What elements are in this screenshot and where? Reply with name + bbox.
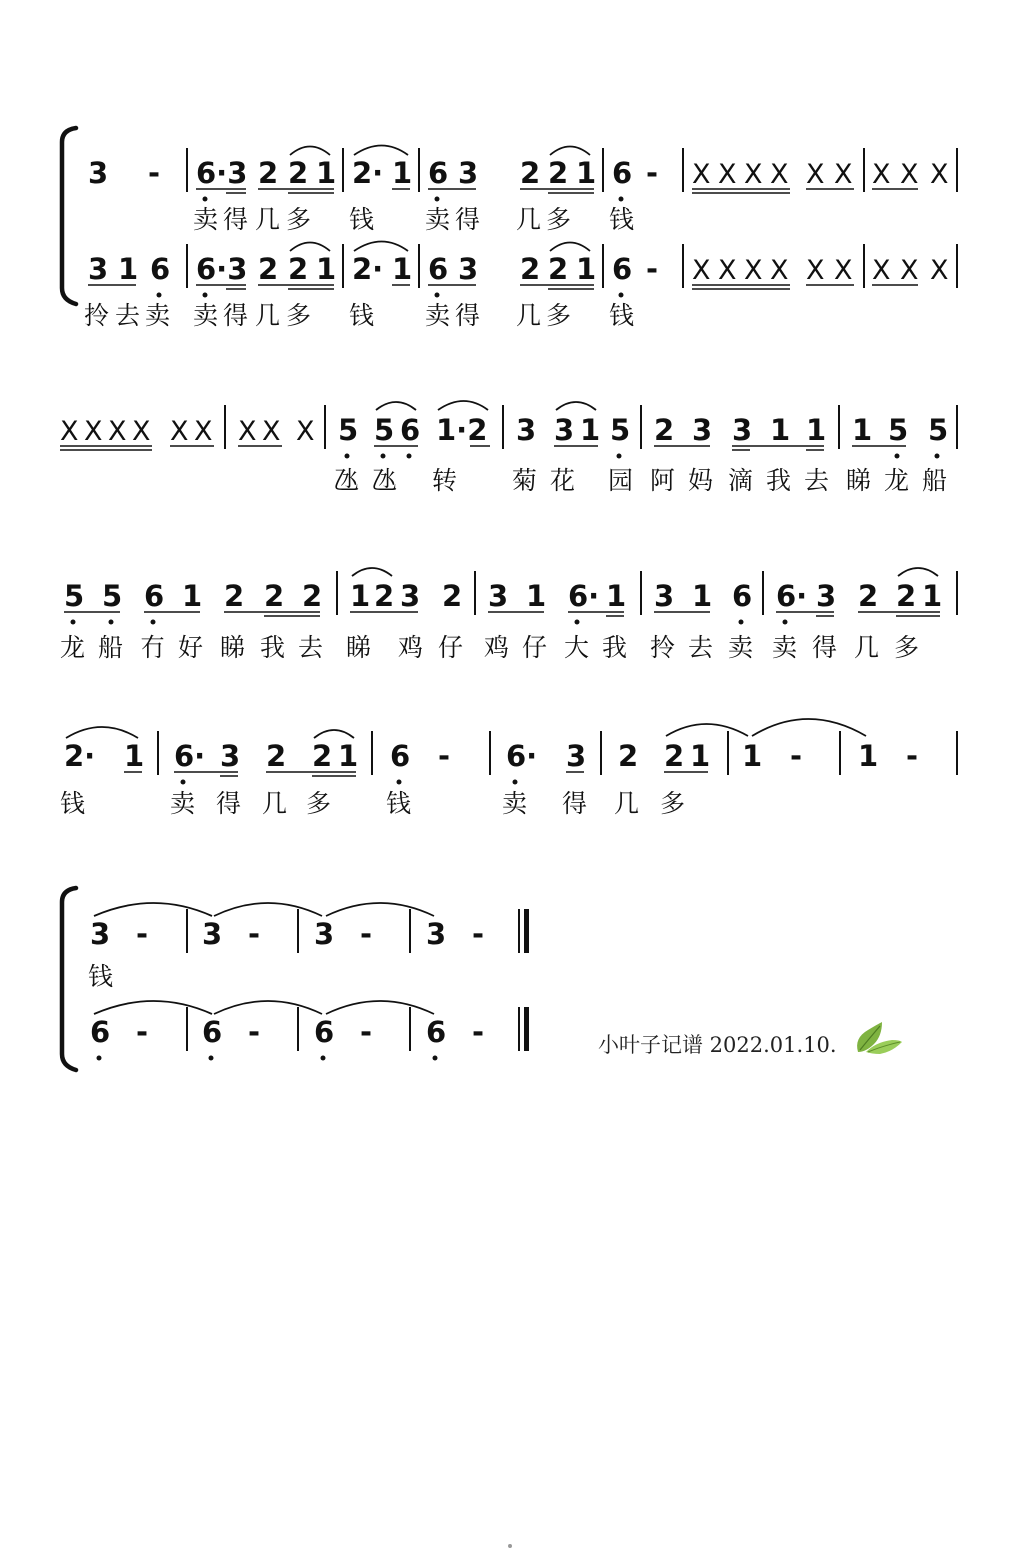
x-note: X (718, 159, 737, 190)
signature: 小叶子记谱 2022.01.10. (598, 1033, 837, 1057)
lyric: 几 (516, 205, 542, 234)
lyric: 钱 (386, 789, 412, 818)
dash: - (790, 739, 803, 773)
lyric: 船 (98, 633, 124, 662)
note: 2 (548, 252, 569, 286)
note: 6 (732, 579, 753, 613)
note: 1 (118, 252, 139, 286)
note: 3 (732, 413, 753, 447)
note: 3 (554, 413, 575, 447)
note: 6· (776, 579, 808, 613)
note: 3 (90, 917, 111, 951)
x-note: X (930, 255, 949, 286)
lyric: 睇 (346, 633, 372, 662)
x-note: X (834, 255, 853, 286)
lyric: 钱 (349, 301, 375, 330)
note: 3 (220, 739, 241, 773)
lyric: 睇 (220, 633, 246, 662)
lyric: 大 (564, 633, 590, 662)
x-note: X (770, 159, 789, 190)
note: 1 (692, 579, 713, 613)
lyric: 我 (602, 633, 628, 662)
lyric: 多 (546, 205, 572, 234)
dash: - (248, 917, 261, 951)
lyric: 卖 (502, 789, 528, 818)
lyric: 多 (546, 301, 572, 330)
x-note: X (770, 255, 789, 286)
note: 2 (374, 579, 395, 613)
note: 3 (202, 917, 223, 951)
lyric: 得 (812, 633, 838, 662)
note: 1 (182, 579, 203, 613)
lyric: 卖 (772, 633, 798, 662)
note: 1 (742, 739, 763, 773)
note: 6 (150, 252, 171, 286)
note: 1 (316, 252, 337, 286)
note: 6· (506, 739, 538, 773)
lyric: 妈 (688, 466, 714, 495)
lyric: 去 (298, 633, 324, 662)
note: 5 (888, 413, 909, 447)
note: 6 (612, 252, 633, 286)
lyric: 拎 (84, 301, 110, 330)
x-note: X (84, 416, 103, 447)
note: 1 (576, 252, 597, 286)
lyric: 龙 (884, 466, 910, 495)
note: 3 (426, 917, 447, 951)
note: 6 (400, 413, 421, 447)
lyric: 卖 (170, 789, 196, 818)
dash: - (248, 1015, 261, 1049)
line1-lower (88, 242, 957, 298)
x-note: X (194, 416, 213, 447)
note: 2· (352, 252, 384, 286)
x-note: X (718, 255, 737, 286)
note: 2 (896, 579, 917, 613)
lyric: 冇 (140, 633, 166, 662)
lyric: 几 (255, 301, 281, 330)
note: 6·3 (196, 252, 248, 286)
note: 2 (288, 156, 309, 190)
note: 2 (258, 156, 279, 190)
line1-lower-lyrics (84, 301, 634, 330)
lyric: 卖 (193, 205, 219, 234)
x-note: X (872, 255, 891, 286)
lyric: 好 (178, 633, 204, 662)
lyric: 卖 (728, 633, 754, 662)
dash: - (148, 156, 161, 190)
lyric: 几 (262, 789, 288, 818)
note: 2 (264, 579, 285, 613)
lyric: 去 (804, 466, 830, 495)
note: 2 (266, 739, 287, 773)
x-note: X (872, 159, 891, 190)
x-note: X (170, 416, 189, 447)
note: 3 (314, 917, 335, 951)
x-note: X (900, 159, 919, 190)
lyric: 几 (255, 205, 281, 234)
lyric: 得 (562, 789, 588, 818)
note: 6 (390, 739, 411, 773)
note: 1 (770, 413, 791, 447)
line5-upper (88, 903, 529, 991)
note: 6 (90, 1015, 111, 1049)
note: 2 (258, 252, 279, 286)
note: 1 (392, 156, 413, 190)
note: 5 (64, 579, 85, 613)
note: 6 (314, 1015, 335, 1049)
note: 2· (352, 156, 384, 190)
note: 1 (606, 579, 627, 613)
lyric: 转 (432, 466, 458, 495)
note: 2 (858, 579, 879, 613)
final-barline-thick (524, 909, 529, 953)
note: 6·3 (196, 156, 248, 190)
line4-lyrics (60, 789, 685, 818)
x-note: X (806, 255, 825, 286)
note: 1·2 (436, 413, 488, 447)
lyric: 仔 (522, 633, 548, 662)
lyric: 阿 (650, 466, 676, 495)
note: 2 (520, 252, 541, 286)
lyric: 得 (223, 301, 249, 330)
note: 2 (442, 579, 463, 613)
lyric: 钱 (60, 789, 86, 818)
dash: - (136, 917, 149, 951)
lyric: 龙 (60, 633, 86, 662)
note: 2· (64, 739, 96, 773)
note: 3 (566, 739, 587, 773)
lyric: 我 (766, 466, 792, 495)
note: 5 (338, 413, 359, 447)
dash: - (646, 252, 659, 286)
lyric: 仔 (438, 633, 464, 662)
x-note: X (692, 159, 711, 190)
lyric: 钱 (349, 205, 375, 234)
lyric: 去 (115, 301, 141, 330)
note: 2 (664, 739, 685, 773)
x-note: X (900, 255, 919, 286)
note: 1 (316, 156, 337, 190)
note: 2 (548, 156, 569, 190)
note: 6 (144, 579, 165, 613)
lyric: 钱 (88, 962, 114, 991)
x-note: X (806, 159, 825, 190)
x-note: X (930, 159, 949, 190)
note: 3 (488, 579, 509, 613)
note: 5 (928, 413, 949, 447)
line1-upper-lyrics (193, 205, 634, 234)
lyric: 几 (614, 789, 640, 818)
lyric: 钱 (609, 205, 635, 234)
note: 3 (816, 579, 837, 613)
dash: - (360, 1015, 373, 1049)
lyric: 卖 (425, 301, 451, 330)
lyric: 得 (455, 205, 481, 234)
lyric: 几 (854, 633, 880, 662)
note: 2 (302, 579, 323, 613)
lyric: 园 (608, 466, 634, 495)
line4 (64, 719, 957, 785)
line2-lyrics (334, 466, 947, 495)
note: 1 (852, 413, 873, 447)
note: 1 (526, 579, 547, 613)
line3 (64, 568, 957, 625)
line5-lower (90, 1001, 529, 1061)
x-note: X (834, 159, 853, 190)
note: 1 (350, 579, 371, 613)
lyric: 我 (260, 633, 286, 662)
note: 5 (102, 579, 123, 613)
lyric: 多 (660, 789, 686, 818)
note: 3 (88, 156, 109, 190)
lyric: 卖 (193, 301, 219, 330)
lyric: 船 (922, 466, 948, 495)
lyric: 得 (223, 205, 249, 234)
lyric: 睇 (846, 466, 872, 495)
note: 1 (392, 252, 413, 286)
system-brace-2 (62, 888, 76, 1070)
note: 2 (288, 252, 309, 286)
note: 2 (312, 739, 333, 773)
note: 3 (88, 252, 109, 286)
x-note: X (238, 416, 257, 447)
line3-lyrics (60, 633, 919, 662)
note: 3 (400, 579, 421, 613)
final-barline-thick (524, 1007, 529, 1051)
dash: - (646, 156, 659, 190)
note: 5 (374, 413, 395, 447)
note: 3 (458, 156, 479, 190)
x-note: X (744, 159, 763, 190)
line1-upper (88, 146, 957, 202)
leaf-icon (857, 1022, 902, 1054)
note: 6 (428, 156, 449, 190)
x-note: X (262, 416, 281, 447)
x-note: X (744, 255, 763, 286)
note: 6 (612, 156, 633, 190)
system-brace-1 (62, 128, 76, 304)
dash: - (472, 1015, 485, 1049)
note: 1 (922, 579, 943, 613)
dash: - (438, 739, 451, 773)
lyric: 拎 (650, 633, 676, 662)
lyric: 多 (306, 789, 332, 818)
lyric: 多 (286, 301, 312, 330)
lyric: 得 (216, 789, 242, 818)
lyric: 卖 (425, 205, 451, 234)
note: 1 (858, 739, 879, 773)
note: 5 (610, 413, 631, 447)
note: 3 (692, 413, 713, 447)
page-mark (508, 1544, 512, 1548)
note: 6 (428, 252, 449, 286)
dash: - (906, 739, 919, 773)
lyric: 多 (894, 633, 920, 662)
x-note: X (60, 416, 79, 447)
note: 6 (426, 1015, 447, 1049)
x-note: X (132, 416, 151, 447)
lyric: 卖 (145, 301, 171, 330)
lyric: 氹 (334, 466, 360, 495)
note: 2 (520, 156, 541, 190)
lyric: 滴 (728, 466, 754, 495)
note: 1 (690, 739, 711, 773)
note: 3 (654, 579, 675, 613)
lyric: 鸡 (398, 633, 424, 662)
note: 6 (202, 1015, 223, 1049)
note: 2 (618, 739, 639, 773)
dash: - (360, 917, 373, 951)
note: 2 (224, 579, 245, 613)
line2 (60, 401, 957, 459)
lyric: 多 (286, 205, 312, 234)
lyric: 得 (455, 301, 481, 330)
dash: - (472, 917, 485, 951)
note: 2 (654, 413, 675, 447)
note: 1 (580, 413, 601, 447)
note: 6· (174, 739, 206, 773)
lyric: 去 (688, 633, 714, 662)
note: 1 (124, 739, 145, 773)
x-note: X (296, 416, 315, 447)
x-note: X (108, 416, 127, 447)
note: 1 (806, 413, 827, 447)
note: 3 (458, 252, 479, 286)
note: 3 (516, 413, 537, 447)
lyric: 几 (516, 301, 542, 330)
x-note: X (692, 255, 711, 286)
note: 1 (338, 739, 359, 773)
note: 1 (576, 156, 597, 190)
lyric: 鸡 (484, 633, 510, 662)
note: 6· (568, 579, 600, 613)
lyric: 氹 (372, 466, 398, 495)
lyric: 菊 (512, 466, 538, 495)
lyric: 花 (550, 466, 576, 495)
lyric: 钱 (609, 301, 635, 330)
dash: - (136, 1015, 149, 1049)
